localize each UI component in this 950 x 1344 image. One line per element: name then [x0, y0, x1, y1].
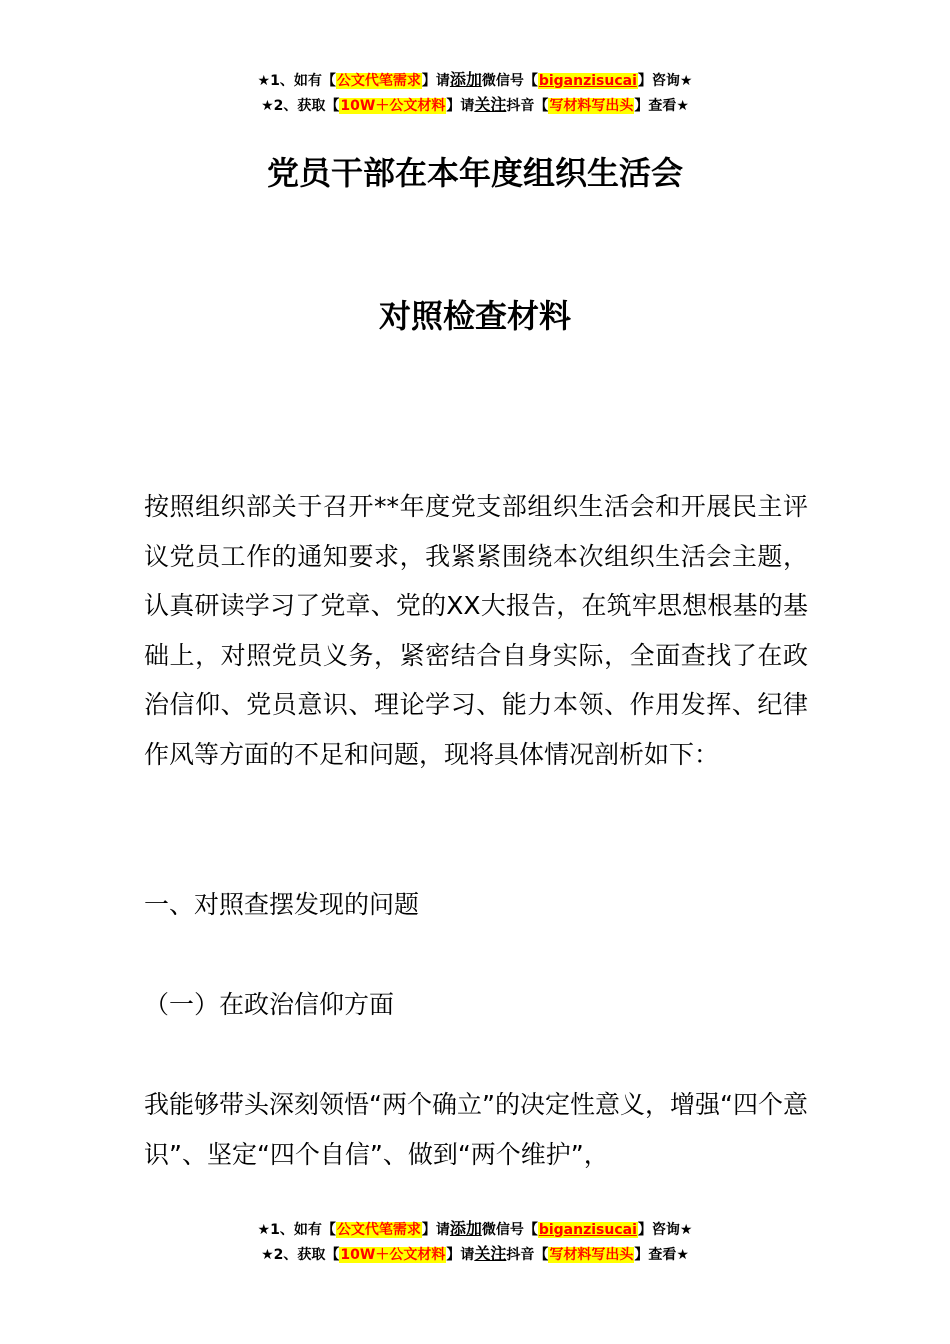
- footer-ad-banner: [0, 1217, 950, 1267]
- ad-text: 抖音【: [506, 1247, 549, 1263]
- ad-text: ★2、获取【: [261, 98, 340, 114]
- ad-wechat-id[interactable]: biganzisucai: [538, 1222, 637, 1238]
- ad-emphasis: 添加: [449, 1219, 482, 1238]
- ad-highlight-materials: 10W＋公文材料: [340, 1247, 446, 1263]
- ad-line-1: [0, 1217, 950, 1242]
- ad-emphasis: 关注: [474, 95, 507, 114]
- subsection-heading: （一）在政治信仰方面: [144, 990, 395, 1019]
- ad-line-1: [0, 68, 950, 93]
- ad-douyin-account: 写材料写出头: [549, 98, 634, 114]
- ad-text: ★2、获取【: [261, 1247, 340, 1263]
- intro-paragraph: 按照组织部关于召开**年度党支部组织生活会和开展民主评议党员工作的通知要求，我紧紧围绕本次组织生活会主题，认真研读学习了党章、党的XX大报告，在筑牢思想根基的基础上，对照党员义务，紧密结合自身实际，全面查找了在政治信仰、党员意识、理论学习、能力本领、作用发挥、纪律作风等方面的不足和问题，现将具体情况剖析如下：: [144, 492, 808, 769]
- ad-text: 】咨询★: [637, 73, 693, 89]
- ad-line-2: [0, 1242, 950, 1267]
- body-paragraph: 我能够带头深刻领悟“两个确立”的决定性意义，增强“四个意识”、坚定“四个自信”、做到“两个维护”，: [144, 1090, 808, 1169]
- ad-text: 抖音【: [506, 98, 549, 114]
- ad-line-2: [0, 93, 950, 118]
- ad-text: ★1、如有【: [257, 1222, 336, 1238]
- ad-emphasis: 关注: [474, 1244, 507, 1263]
- ad-text: 】咨询★: [637, 1222, 693, 1238]
- ad-text: 】请: [421, 1222, 450, 1238]
- ad-text: 】查看★: [634, 1247, 689, 1263]
- ad-text: 微信号【: [481, 73, 538, 89]
- ad-highlight-service: 公文代笔需求: [336, 1222, 421, 1238]
- ad-highlight-materials: 10W＋公文材料: [340, 98, 446, 114]
- ad-highlight-service: 公文代笔需求: [336, 73, 421, 89]
- ad-douyin-account: 写材料写出头: [549, 1247, 634, 1263]
- ad-text: 】查看★: [634, 98, 689, 114]
- ad-emphasis: 添加: [449, 70, 482, 89]
- ad-text: ★1、如有【: [257, 73, 336, 89]
- ad-text: 】请: [421, 73, 450, 89]
- ad-text: 】请: [446, 1247, 475, 1263]
- section-heading: 一、对照查摆发现的问题: [144, 890, 420, 919]
- ad-text: 微信号【: [481, 1222, 538, 1238]
- header-ad-banner: [0, 68, 950, 118]
- document-title: 党员干部在本年度组织生活会: [266, 154, 683, 192]
- ad-wechat-id[interactable]: biganzisucai: [538, 73, 637, 89]
- ad-text: 】请: [446, 98, 475, 114]
- document-subtitle: 对照检查材料: [378, 297, 571, 335]
